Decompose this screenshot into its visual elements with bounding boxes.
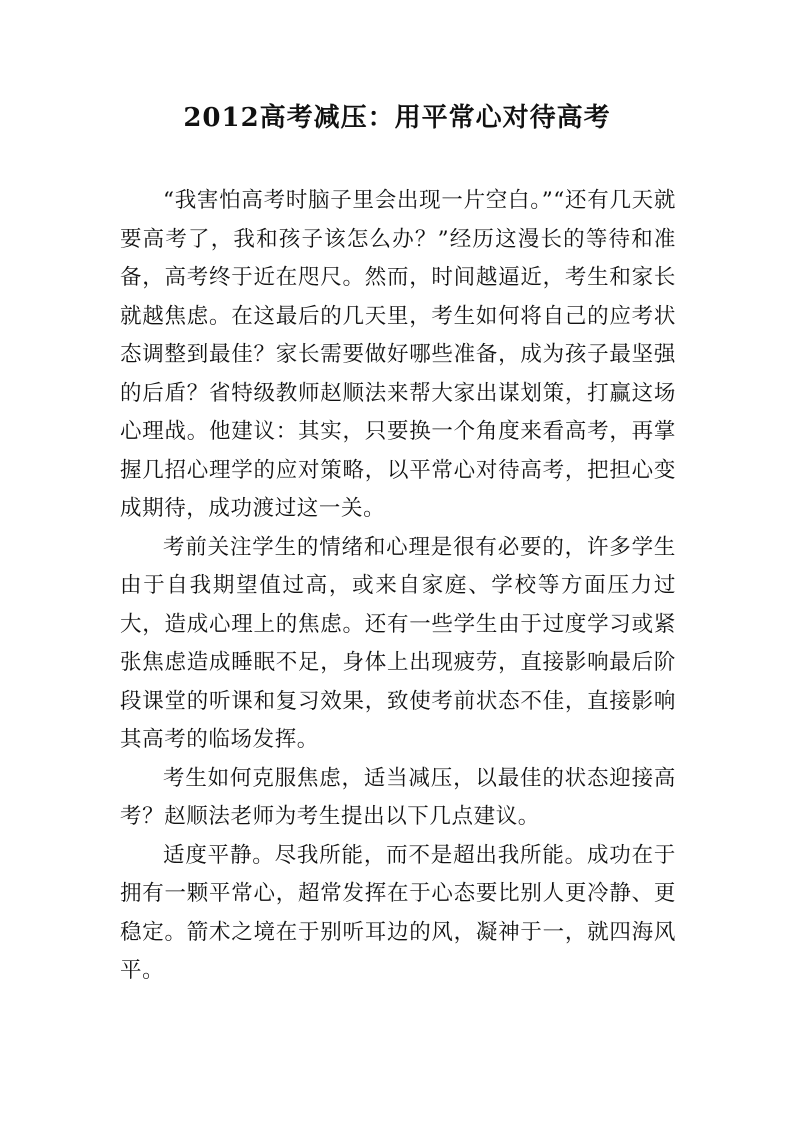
document-body [120,182,676,991]
paragraph-suggestions-intro: 考生如何克服焦虑，适当减压，以最佳的状态迎接高考？赵顺法老师为考生提出以下几点建议。 [120,765,676,829]
document-title: 2012高考减压：用平常心对待高考 [183,103,611,133]
paragraph-intro: “我害怕高考时脑子里会出现一片空白。”“还有几天就要高考了，我和孩子该怎么办？”经历这漫长的等待和准备，高考终于近在咫尺。然而，时间越逼近，考生和家长就越焦虑。在这最后的几天里，考生如何将自己的应考状态调整到最佳？家长需要做好哪些准备，成为孩子最坚强的后盾？省特级教师赵顺法来帮大家出谋划策，打赢这场心理战。他建议：其实，只要换一个角度来看高考，再掌握几招心理学的应对策略，以平常心对待高考，把担心变成期待，成功渡过这一关。 [120,188,676,521]
paragraph-stay-calm: 适度平静。尽我所能，而不是超出我所能。成功在于拥有一颗平常心，超常发挥在于心态要比别人更冷静、更稳定。箭术之境在于别听耳边的风，凝神于一，就四海风平。 [120,842,676,983]
paragraph-anxiety-causes: 考前关注学生的情绪和心理是很有必要的，许多学生由于自我期望值过高，或来自家庭、学校等方面压力过大，造成心理上的焦虑。还有一些学生由于过度学习或紧张焦虑造成睡眠不足，身体上出现疲劳，直接影响最后阶段课堂的听课和复习效果，致使考前状态不佳，直接影响其高考的临场发挥。 [120,534,676,752]
